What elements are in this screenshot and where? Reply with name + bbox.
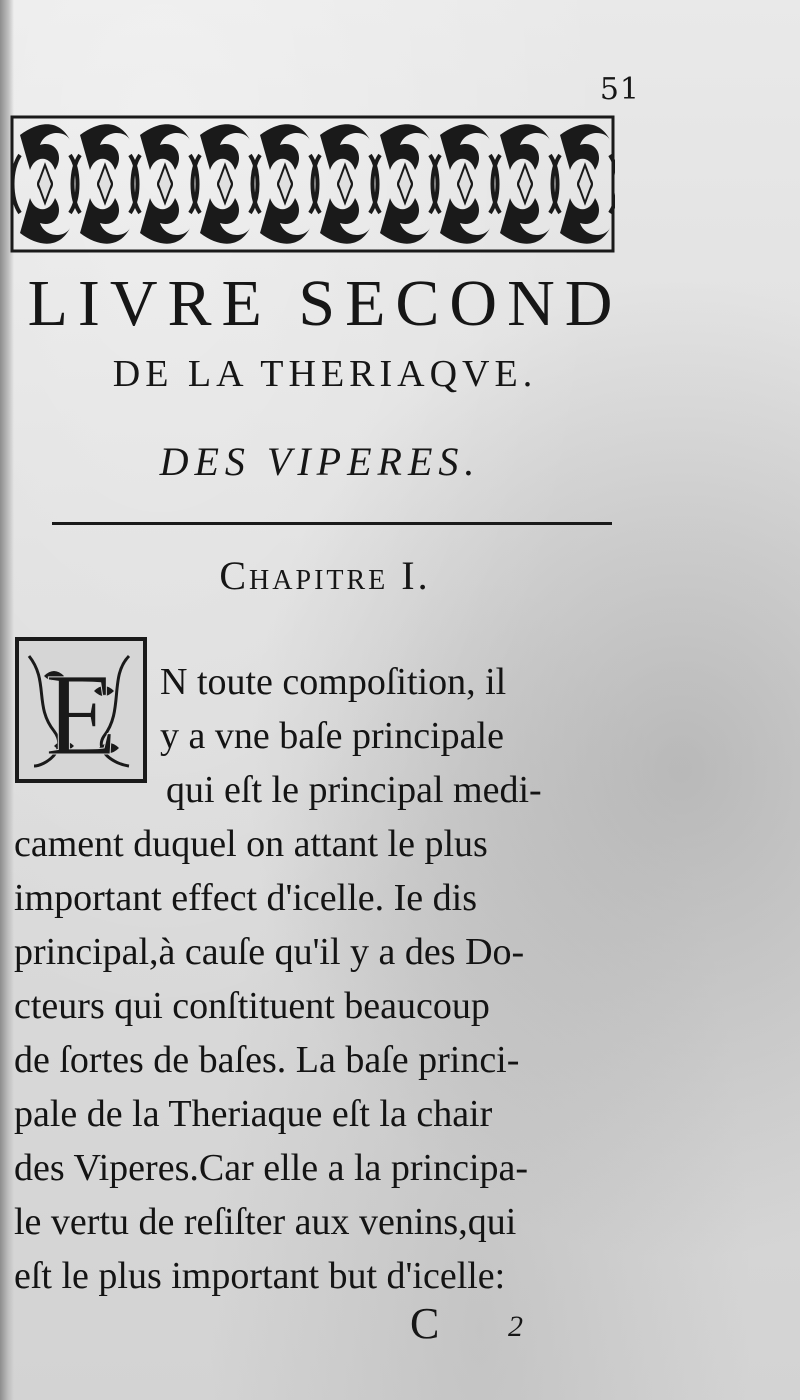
body-line: principal,à cauſe qu'il y a des Do-	[14, 931, 525, 973]
body-line: cteurs qui conſtituent beaucoup	[14, 985, 490, 1027]
dropcap-letter: E	[44, 649, 118, 780]
divider-rule	[52, 522, 612, 525]
section-title: DES VIPERES.	[159, 439, 481, 484]
catchword: C	[410, 1299, 440, 1348]
body-line: cament duquel on attant le plus	[14, 823, 488, 865]
book-title: LIVRE SECOND	[27, 267, 623, 340]
body-line: qui eſt le principal medi-	[166, 769, 542, 811]
signature-mark: 2	[508, 1310, 523, 1343]
body-line: eſt le plus important but d'icelle:	[14, 1255, 506, 1297]
chapter-heading: Chapitre I.	[219, 553, 431, 598]
ornamental-headpiece	[10, 115, 615, 253]
body-line: y a vne baſe principale	[160, 715, 504, 757]
page-number: 51	[599, 72, 640, 107]
body-line: le vertu de reſiſter aux venins,qui	[14, 1201, 517, 1243]
body-line: N toute compoſition, il	[160, 661, 507, 703]
decorated-initial	[14, 636, 148, 784]
body-line: des Viperes.Car elle a la principa-	[14, 1147, 529, 1189]
book-subtitle: DE LA THERIAQVE.	[112, 353, 538, 395]
body-line: important effect d'icelle. Ie dis	[14, 877, 478, 919]
body-line: de ſortes de baſes. La baſe princi-	[14, 1039, 520, 1081]
body-line: pale de la Theriaque eſt la chair	[14, 1093, 493, 1135]
